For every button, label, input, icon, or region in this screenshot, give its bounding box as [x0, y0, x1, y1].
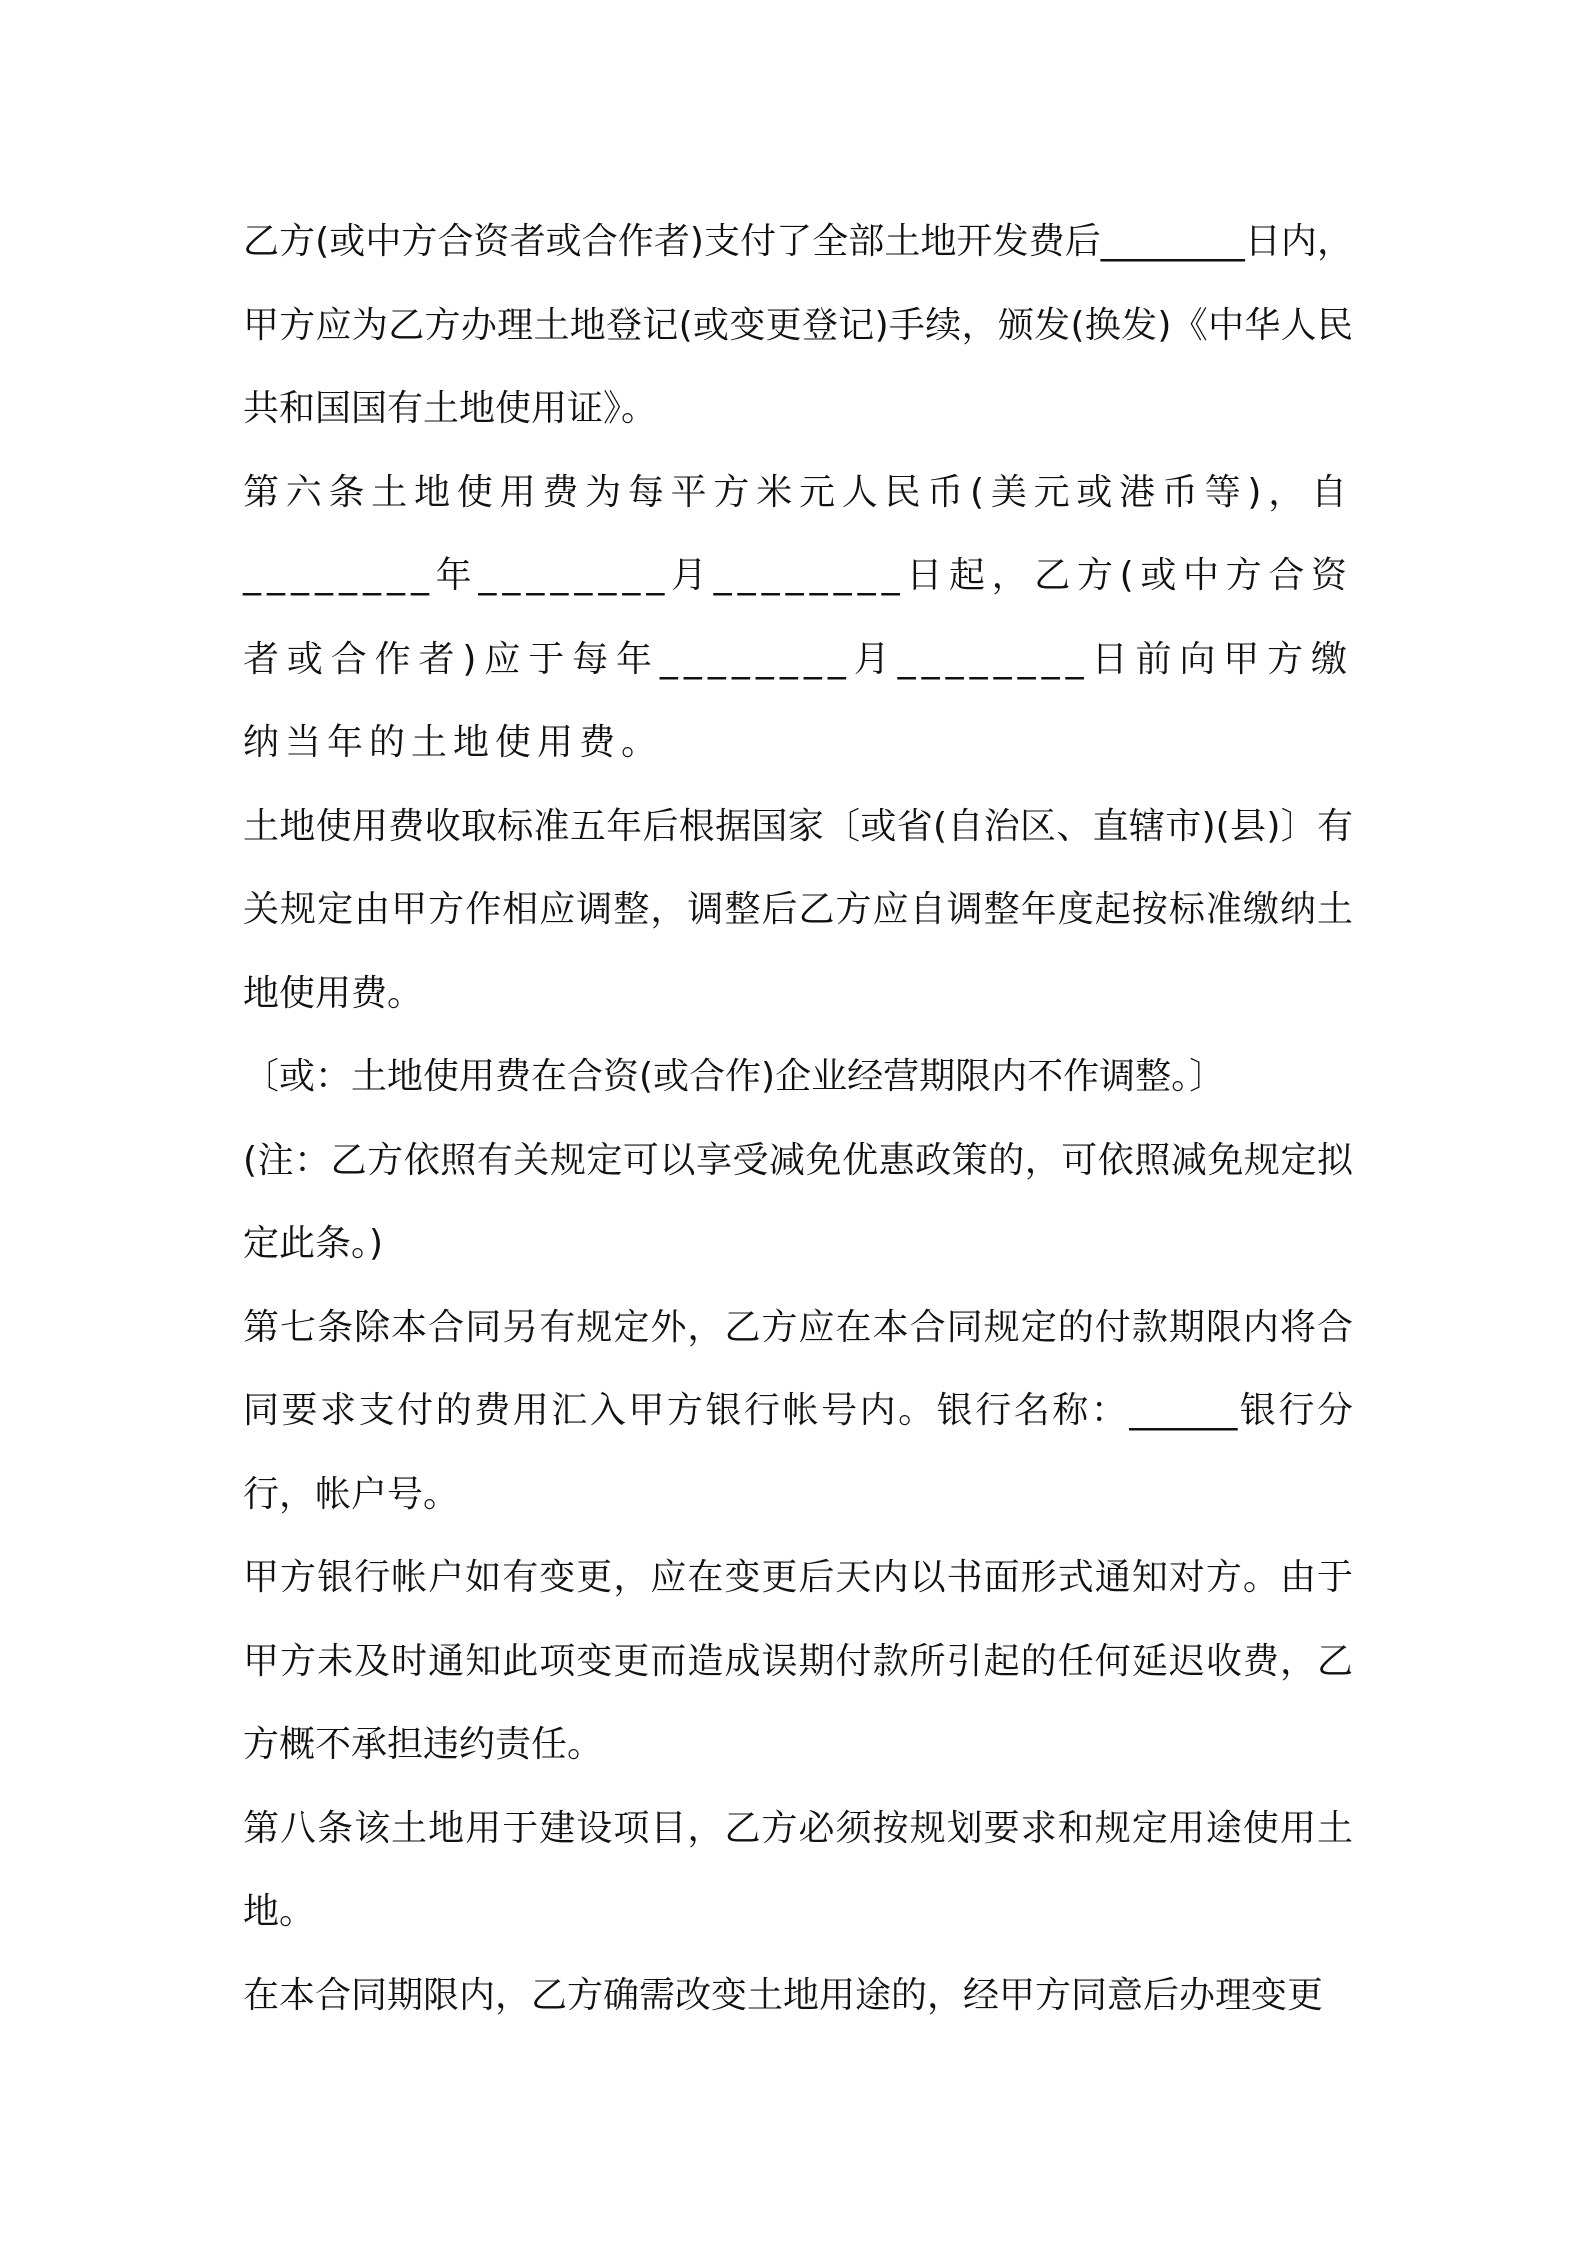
paragraph-fee-no-adjustment: 〔或：土地使用费在合资(或合作)企业经营期限内不作调整。〕	[243, 1056, 1226, 1097]
paragraph-article-6-land-use-fee: 第六条土地使用费为每平方米元人民币(美元或港币等)，自________年________月________日起，乙方(或中方合资者或合作者)应于每年________月________日前向甲方缴纳当年的土地使用费。	[243, 471, 1353, 763]
paragraph-article-8-land-purpose: 第八条该土地用于建设项目，乙方必须按规划要求和规定用途使用土地。	[243, 1807, 1353, 1932]
paragraph-note-exemption: (注：乙方依照有关规定可以享受减免优惠政策的，可依照减免规定拟定此条。)	[243, 1139, 1353, 1264]
document-body	[243, 200, 1353, 2037]
paragraph-article-7-payment: 第七条除本合同另有规定外，乙方应在本合同规定的付款期限内将合同要求支付的费用汇入甲方银行帐号内。银行名称：______银行分行，帐户号。	[243, 1306, 1353, 1515]
paragraph-change-land-use: 在本合同期限内，乙方确需改变土地用途的，经甲方同意后办理变更	[243, 1974, 1324, 2016]
paragraph-land-registration: 乙方(或中方合资者或合作者)支付了全部土地开发费后________日内，甲方应为乙方办理土地登记(或变更登记)手续，颁发(换发)《中华人民共和国国有土地使用证》。	[243, 221, 1353, 429]
paragraph-bank-account-change: 甲方银行帐户如有变更，应在变更后天内以书面形式通知对方。由于甲方未及时通知此项变更而造成误期付款所引起的任何延迟收费，乙方概不承担违约责任。	[243, 1557, 1353, 1765]
paragraph-fee-adjustment: 土地使用费收取标准五年后根据国家〔或省(自治区、直辖市)(县)〕有关规定由甲方作相应调整，调整后乙方应自调整年度起按标准缴纳土地使用费。	[243, 805, 1353, 1014]
